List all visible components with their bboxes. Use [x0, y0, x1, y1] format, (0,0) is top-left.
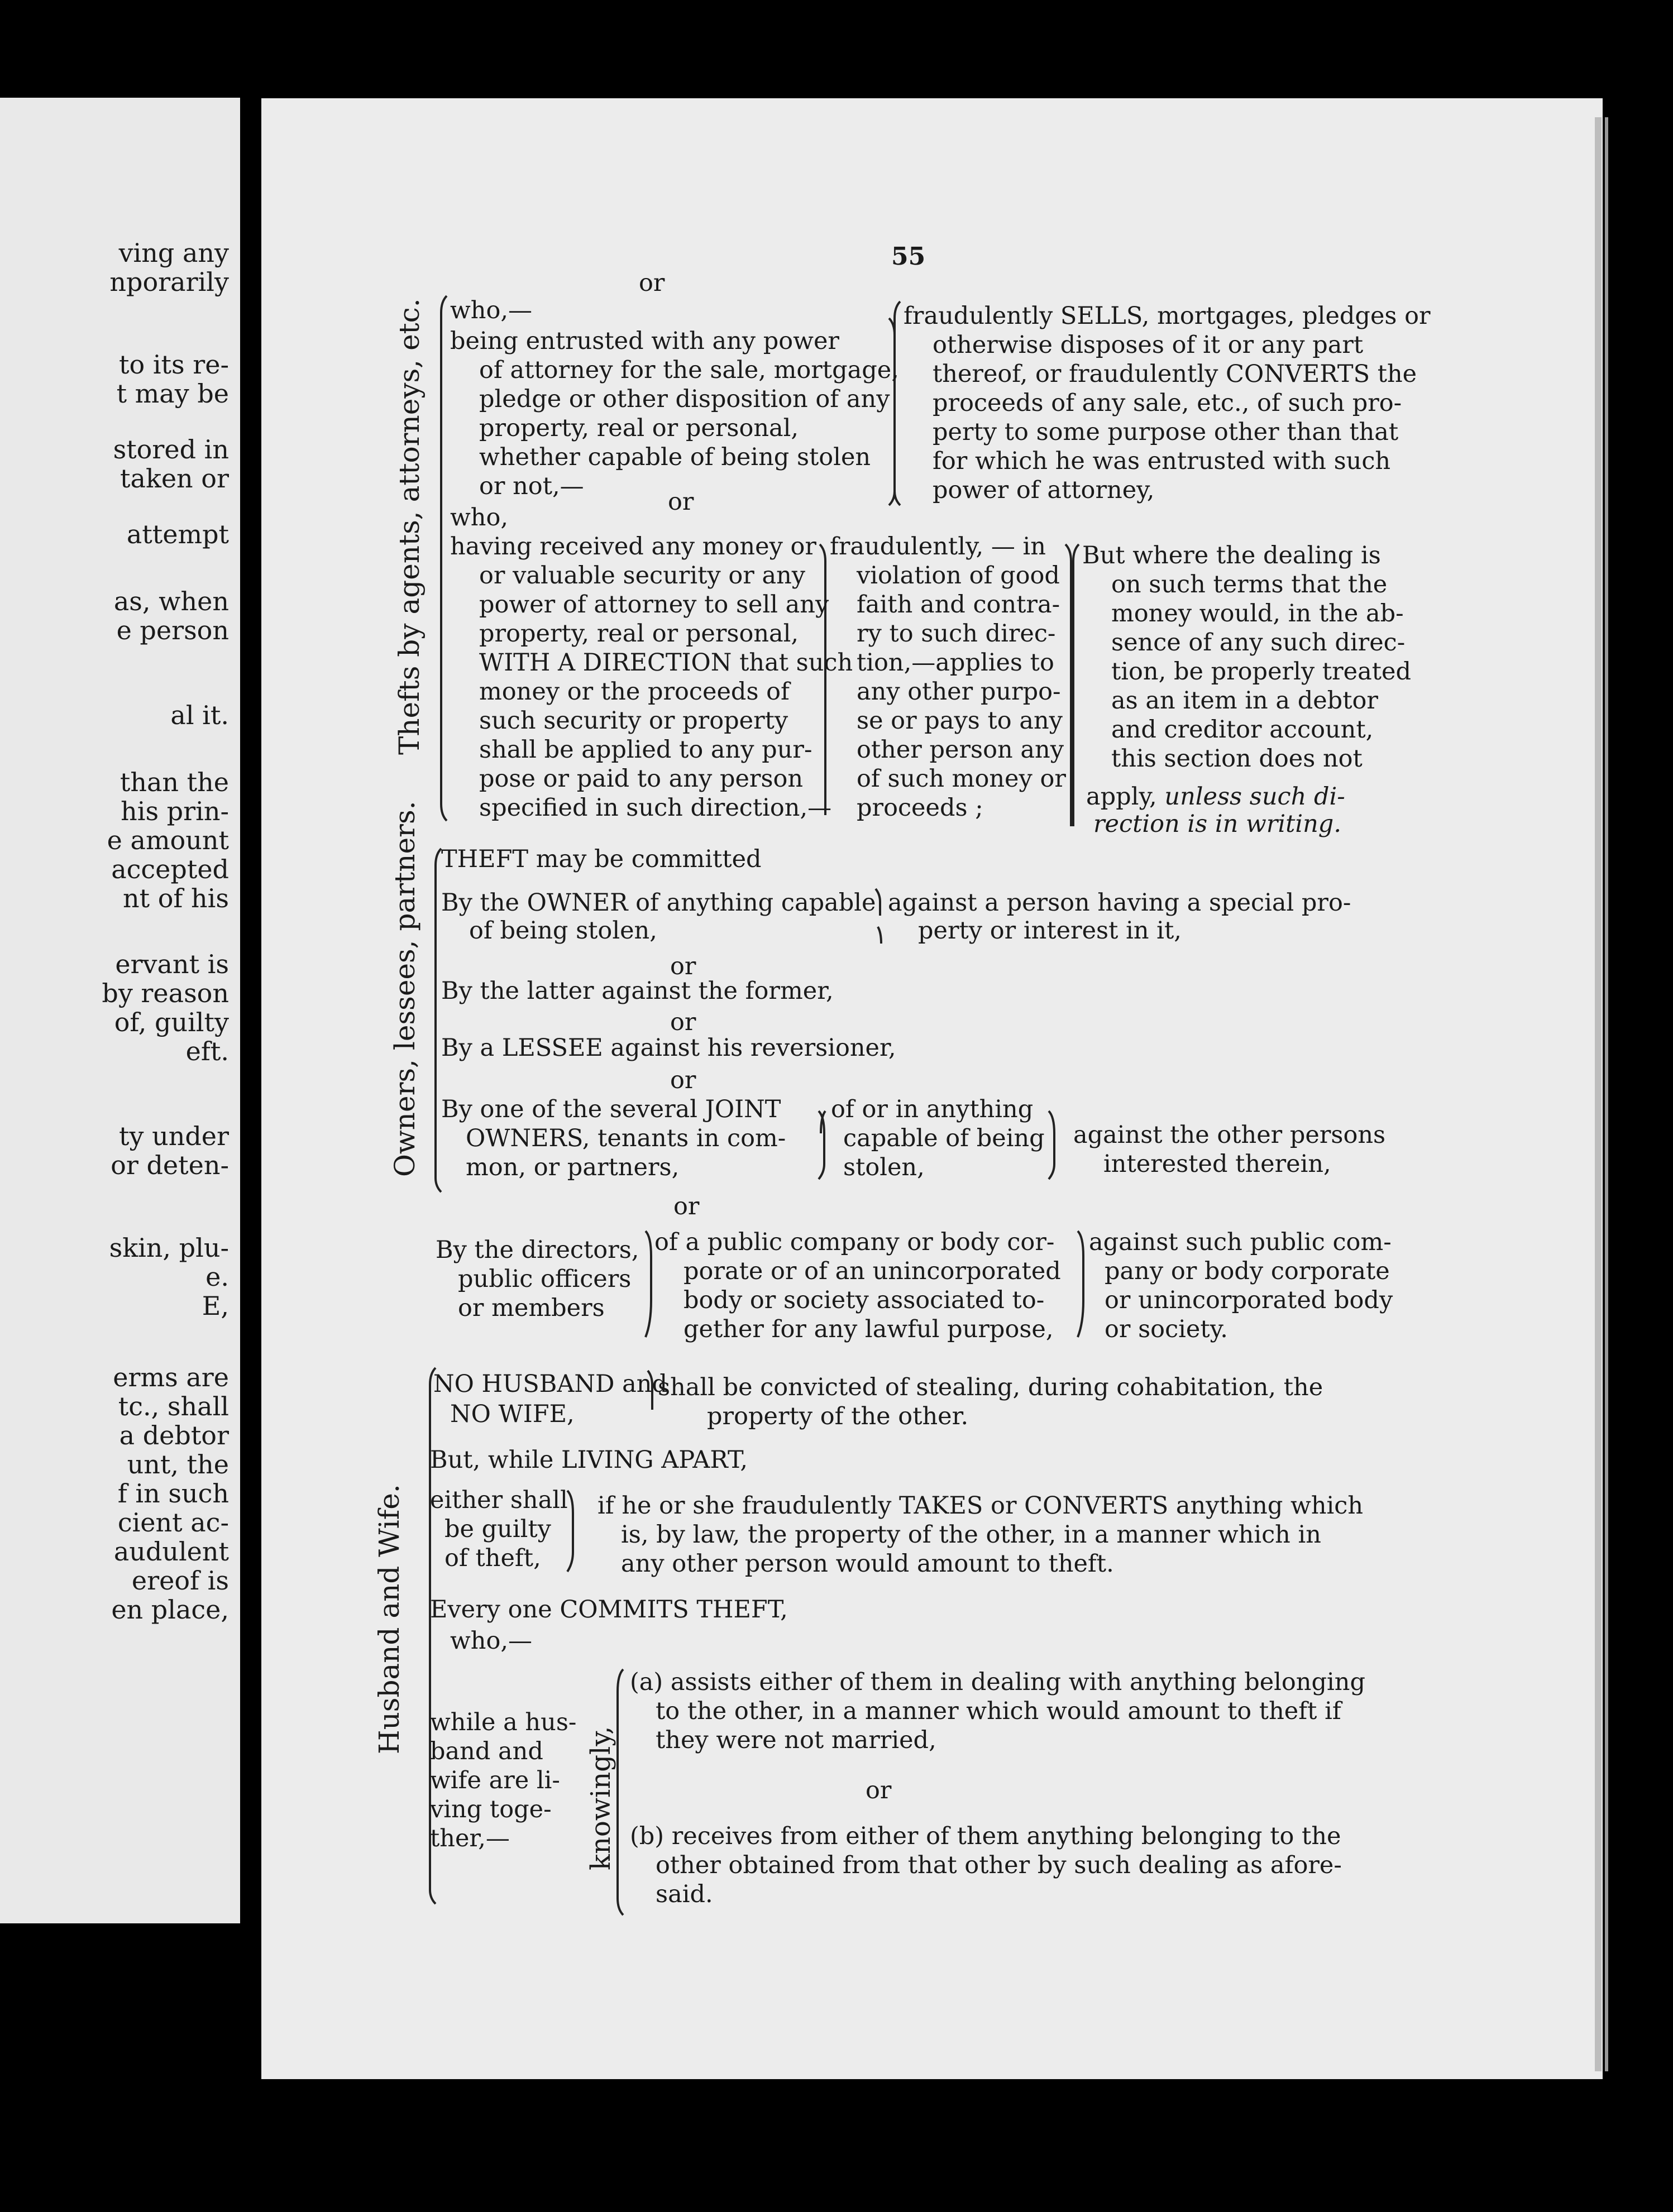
left-page-text-fragment: ty under	[118, 1121, 229, 1151]
directors-line: By the directors,	[436, 1236, 639, 1264]
against-company-line: pany or body corporate	[1105, 1257, 1390, 1285]
sells-clause-line: for which he was entrusted with such	[933, 447, 1391, 475]
but-clause-line: money would, in the ab-	[1111, 600, 1404, 628]
either-shall-line: of theft,	[444, 1544, 541, 1572]
or-connector: or	[670, 1008, 696, 1036]
joint-owners-line: By one of the several JOINT	[441, 1095, 781, 1123]
sells-clause-line: otherwise disposes of it or any part	[933, 331, 1364, 359]
left-page-text-fragment: skin, plu-	[109, 1233, 229, 1263]
but-clause-line: sence of any such direc-	[1111, 629, 1406, 657]
left-page-text-fragment: as, when	[113, 586, 229, 616]
applies-clause-line: violation of good	[857, 562, 1060, 590]
clause-b-line: (b) receives from either of them anything belonging to the	[630, 1822, 1341, 1850]
sells-clause-line: proceeds of any sale, etc., of such pro-	[933, 389, 1402, 417]
clause-a-line: they were not married,	[656, 1726, 936, 1754]
or-connector: or	[670, 1066, 696, 1094]
by-owner-line: of being stolen,	[469, 917, 657, 945]
or-connector: or	[639, 269, 665, 297]
but-clause-line: this section does not	[1111, 745, 1363, 773]
received-clause-line: having received any money or	[450, 533, 816, 561]
of-or-in-line: stolen,	[843, 1153, 925, 1181]
received-clause-line: power of attorney to sell any	[479, 591, 829, 619]
while-living-together-line: wife are li-	[430, 1766, 560, 1794]
but-clause-line: as an item in a debtor	[1111, 687, 1378, 715]
who-label: who,—	[450, 1627, 533, 1655]
lessee-line: By a LESSEE against his reversioner,	[441, 1034, 896, 1062]
sells-clause-line: power of attorney,	[933, 476, 1155, 504]
left-page-text-fragment: E,	[202, 1291, 229, 1321]
joint-owners-line: OWNERS, tenants in com-	[466, 1124, 786, 1152]
while-living-together-line: while a hus-	[430, 1708, 577, 1736]
clause-b-line: other obtained from that other by such dealing as afore-	[656, 1851, 1342, 1879]
writing-italic: rection is in writing.	[1093, 810, 1342, 838]
applies-clause-line: proceeds ;	[857, 794, 983, 822]
side-label-agents: Thefts by agents, attorneys, etc.	[393, 298, 426, 755]
left-page-text-fragment: attempt	[126, 519, 229, 549]
who-label: who,—	[450, 296, 533, 324]
clause-a-line: (a) assists either of them in dealing with anything belonging	[630, 1668, 1366, 1696]
sells-clause-line: fraudulently SELLS, mortgages, pledges or	[904, 302, 1431, 330]
applies-clause-line: se or pays to any	[857, 707, 1063, 735]
but-clause-line: tion, be properly treated	[1111, 658, 1411, 686]
left-page-text-fragment: his prin-	[121, 796, 229, 826]
left-page-text-fragment: erms are	[113, 1362, 229, 1392]
entrusted-clause-line: property, real or personal,	[479, 414, 799, 442]
left-page-text-fragment: e person	[116, 615, 229, 645]
every-one-commits-theft: Every one COMMITS THEFT,	[430, 1596, 788, 1624]
left-page-text-fragment: than the	[120, 767, 229, 797]
applies-clause-line: any other purpo-	[857, 678, 1061, 706]
left-page-text-fragment: to its re-	[119, 349, 229, 380]
either-shall-line: either shall	[430, 1486, 568, 1514]
against-company-line: or unincorporated body	[1105, 1286, 1393, 1314]
living-apart-line: But, while LIVING APART,	[430, 1446, 748, 1474]
or-connector: or	[670, 952, 696, 980]
page-number: 55	[891, 242, 926, 271]
theft-may-be-committed: THEFT may be committed	[441, 845, 762, 873]
left-page-text-fragment: eft.	[185, 1036, 229, 1066]
unless-italic: unless such di-	[1164, 783, 1345, 811]
while-living-together-line: ther,—	[430, 1825, 510, 1852]
side-label-owners: Owners, lessees, partners.	[389, 801, 421, 1177]
clause-a-line: to the other, in a manner which would amount to theft if	[656, 1697, 1341, 1725]
received-clause-line: WITH A DIRECTION that such	[479, 649, 853, 677]
applies-clause-line: fraudulently, — in	[830, 533, 1046, 561]
left-page-text-fragment: unt, the	[127, 1449, 229, 1480]
left-page-text-fragment: taken or	[120, 463, 229, 494]
left-page-text-fragment: by reason	[102, 978, 229, 1008]
while-living-together-line: band and	[430, 1737, 543, 1765]
apply-word: apply,	[1086, 783, 1157, 811]
left-page-text-fragment: ervant is	[115, 949, 229, 979]
shall-be-convicted-line: property of the other.	[707, 1402, 969, 1430]
no-husband-line: NO WIFE,	[450, 1400, 575, 1428]
left-page-text-fragment: en place,	[111, 1595, 229, 1625]
side-label-husband-wife: Husband and Wife.	[373, 1484, 405, 1754]
if-he-or-she-line: any other person would amount to theft.	[621, 1550, 1114, 1578]
clause-b-line: said.	[656, 1880, 713, 1908]
applies-clause-line: tion,—applies to	[857, 649, 1054, 677]
entrusted-clause-line: or not,—	[479, 472, 584, 500]
public-company-line: porate or of an unincorporated	[683, 1257, 1061, 1285]
entrusted-clause-line: being entrusted with any power	[450, 327, 839, 355]
knowingly-label: knowingly,	[585, 1726, 616, 1870]
while-living-together-line: ving toge-	[430, 1796, 552, 1823]
applies-clause-line: other person any	[857, 736, 1064, 764]
left-page-text-fragment: accepted	[111, 854, 229, 884]
public-company-line: gether for any lawful purpose,	[683, 1315, 1054, 1343]
received-clause-line: such security or property	[479, 707, 788, 735]
left-page-text-fragment: t may be	[116, 379, 229, 409]
against-other-persons-line: against the other persons	[1073, 1121, 1386, 1149]
public-company-line: of a public company or body cor-	[654, 1228, 1055, 1256]
applies-clause-line: faith and contra-	[857, 591, 1060, 619]
left-page-text-fragment: ereof is	[131, 1565, 229, 1596]
shall-be-convicted-line: shall be convicted of stealing, during cohabitation, the	[658, 1373, 1323, 1401]
received-clause-line: specified in such direction,—	[479, 794, 832, 822]
entrusted-clause-line: whether capable of being stolen	[479, 443, 871, 471]
received-clause-line: or valuable security or any	[479, 562, 806, 590]
against-special-line: perty or interest in it,	[918, 917, 1182, 945]
left-page-text-fragment: ving any	[118, 238, 229, 268]
against-special-line: against a person having a special pro-	[888, 889, 1351, 917]
of-or-in-line: capable of being	[843, 1124, 1045, 1152]
or-connector: or	[866, 1777, 892, 1804]
public-company-line: body or society associated to-	[683, 1286, 1045, 1314]
directors-line: public officers	[458, 1265, 632, 1293]
who-label: who,	[450, 504, 509, 532]
received-clause-line: pose or paid to any person	[479, 765, 804, 793]
directors-line: or members	[458, 1294, 605, 1322]
entrusted-clause-line: pledge or other disposition of any	[479, 385, 890, 413]
left-page-text-fragment: cient ac-	[117, 1507, 229, 1538]
left-page-text-fragment: audulent	[113, 1536, 229, 1567]
against-company-line: or society.	[1105, 1315, 1228, 1343]
against-other-persons-line: interested therein,	[1103, 1150, 1331, 1178]
but-clause-line: and creditor account,	[1111, 716, 1374, 744]
but-clause-line: on such terms that the	[1111, 571, 1388, 599]
received-clause-line: money or the proceeds of	[479, 678, 790, 706]
latter-line: By the latter against the former,	[441, 977, 834, 1005]
left-page-text-fragment: a debtor	[119, 1420, 229, 1450]
left-page-text-fragment: or deten-	[111, 1150, 229, 1180]
left-page-text-fragment: e amount	[107, 825, 229, 855]
sells-clause-line: thereof, or fraudulently CONVERTS the	[933, 360, 1417, 388]
left-page-text-fragment: al it.	[170, 700, 229, 730]
or-connector: or	[673, 1193, 700, 1220]
left-page-text-fragment: f in such	[117, 1478, 229, 1509]
but-clause-line: But where the dealing is	[1082, 542, 1381, 569]
applies-clause-line: of such money or	[857, 765, 1066, 793]
left-page-text-fragment: e.	[205, 1262, 229, 1292]
left-page-text-fragment: stored in	[113, 434, 229, 465]
of-or-in-line: of or in anything	[831, 1095, 1034, 1123]
no-husband-line: NO HUSBAND and	[433, 1370, 668, 1398]
if-he-or-she-line: if he or she fraudulently TAKES or CONVERTS anything which	[598, 1492, 1364, 1520]
or-connector: or	[668, 488, 694, 516]
left-page-text-fragment: nporarily	[109, 267, 229, 297]
entrusted-clause-line: of attorney for the sale, mortgage,	[479, 356, 899, 384]
joint-owners-line: mon, or partners,	[466, 1153, 680, 1181]
applies-clause-line: ry to such direc-	[857, 620, 1056, 648]
left-page-text-fragment: of, guilty	[114, 1007, 229, 1037]
received-clause-line: shall be applied to any pur-	[479, 736, 812, 764]
if-he-or-she-line: is, by law, the property of the other, in a manner which in	[621, 1521, 1321, 1549]
against-company-line: against such public com-	[1089, 1228, 1392, 1256]
sells-clause-line: perty to some purpose other than that	[933, 418, 1399, 446]
left-page-text-fragment: tc., shall	[118, 1391, 229, 1421]
but-clause-line	[1086, 785, 1345, 809]
by-owner-line: By the OWNER of anything capable	[441, 889, 876, 917]
received-clause-line: property, real or personal,	[479, 620, 799, 648]
either-shall-line: be guilty	[444, 1515, 551, 1543]
left-page-text-fragment: nt of his	[122, 883, 229, 913]
